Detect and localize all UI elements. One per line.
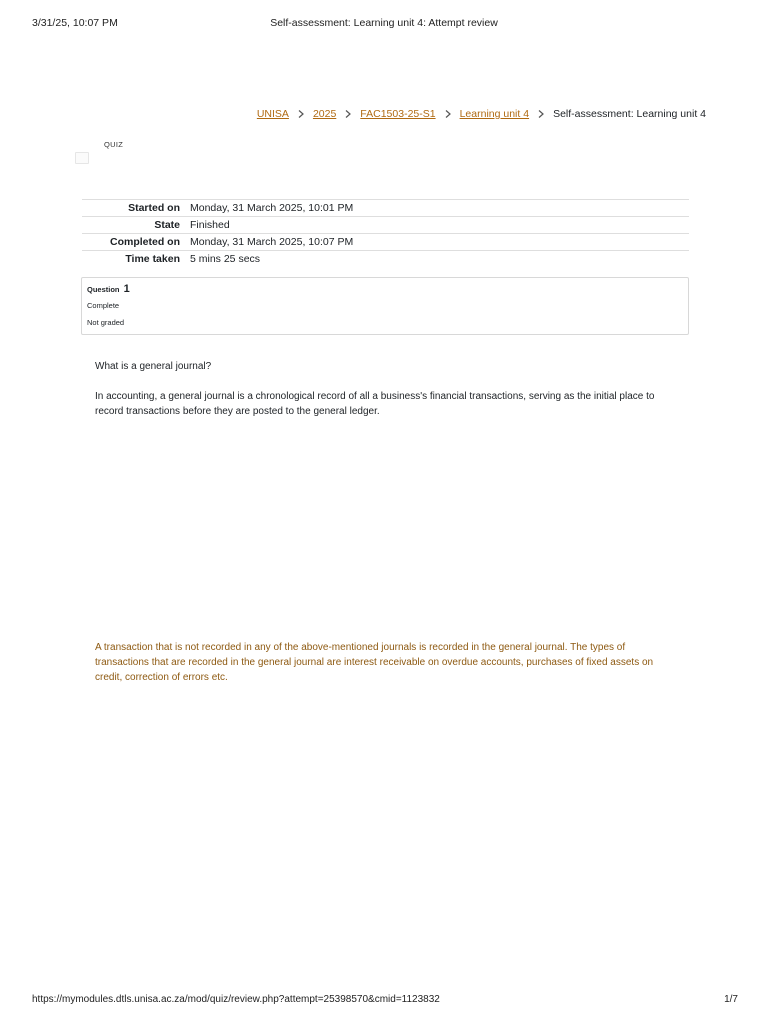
print-page-number: 1/7 — [724, 994, 738, 1005]
summary-label: State — [154, 219, 180, 231]
summary-value: 5 mins 25 secs — [190, 253, 261, 265]
question-state: Complete — [87, 301, 120, 310]
summary-row-state — [82, 217, 689, 234]
summary-row-started — [82, 200, 689, 217]
summary-value: Monday, 31 March 2025, 10:01 PM — [190, 202, 354, 214]
attempt-summary-table — [82, 199, 689, 268]
summary-label: Completed on — [110, 236, 180, 248]
quiz-icon — [75, 152, 89, 164]
chevron-right-icon — [441, 109, 455, 119]
chevron-right-icon — [534, 109, 548, 119]
print-page-title: Self-assessment: Learning unit 4: Attempt review — [270, 17, 498, 29]
summary-value: Finished — [190, 219, 230, 231]
print-header — [32, 17, 736, 31]
summary-value: Monday, 31 March 2025, 10:07 PM — [190, 236, 354, 248]
question-grade: Not graded — [87, 318, 125, 327]
student-answer: In accounting, a general journal is a chronological record of all a business's financial transactions, serving as the initial place to record transactions before they are posted to the general ledger. — [95, 391, 655, 417]
breadcrumb-link-year[interactable]: 2025 — [312, 108, 337, 120]
general-feedback: A transaction that is not recorded in any of the above-mentioned journals is recorded in the general journal. The types of transactions that are recorded in the general journal are interest receivable on overdue accounts, purchases of fixed assets on credit, correction of errors etc. — [95, 642, 654, 683]
chevron-right-icon — [341, 109, 355, 119]
summary-row-time-taken — [82, 251, 689, 268]
summary-label: Time taken — [125, 253, 180, 265]
print-datetime: 3/31/25, 10:07 PM — [32, 17, 118, 29]
question-number-value: 1 — [123, 283, 130, 295]
question-prefix: Question — [87, 285, 120, 294]
breadcrumb-link-unisa[interactable]: UNISA — [256, 108, 289, 120]
question-number — [87, 283, 130, 295]
chevron-right-icon — [294, 109, 308, 119]
activity-type-label: QUIZ — [104, 140, 124, 149]
summary-label: Started on — [128, 202, 180, 214]
breadcrumb — [257, 108, 706, 120]
question-info-box — [81, 277, 689, 335]
breadcrumb-link-course[interactable]: FAC1503-25-S1 — [360, 108, 436, 120]
breadcrumb-current: Self-assessment: Learning unit 4 — [553, 108, 706, 120]
breadcrumb-link-learning-unit[interactable]: Learning unit 4 — [459, 108, 530, 120]
print-url: https://mymodules.dtls.unisa.ac.za/mod/quiz/review.php?attempt=25398570&cmid=1123832 — [32, 994, 440, 1005]
question-text: What is a general journal? — [95, 361, 212, 372]
summary-row-completed — [82, 234, 689, 251]
